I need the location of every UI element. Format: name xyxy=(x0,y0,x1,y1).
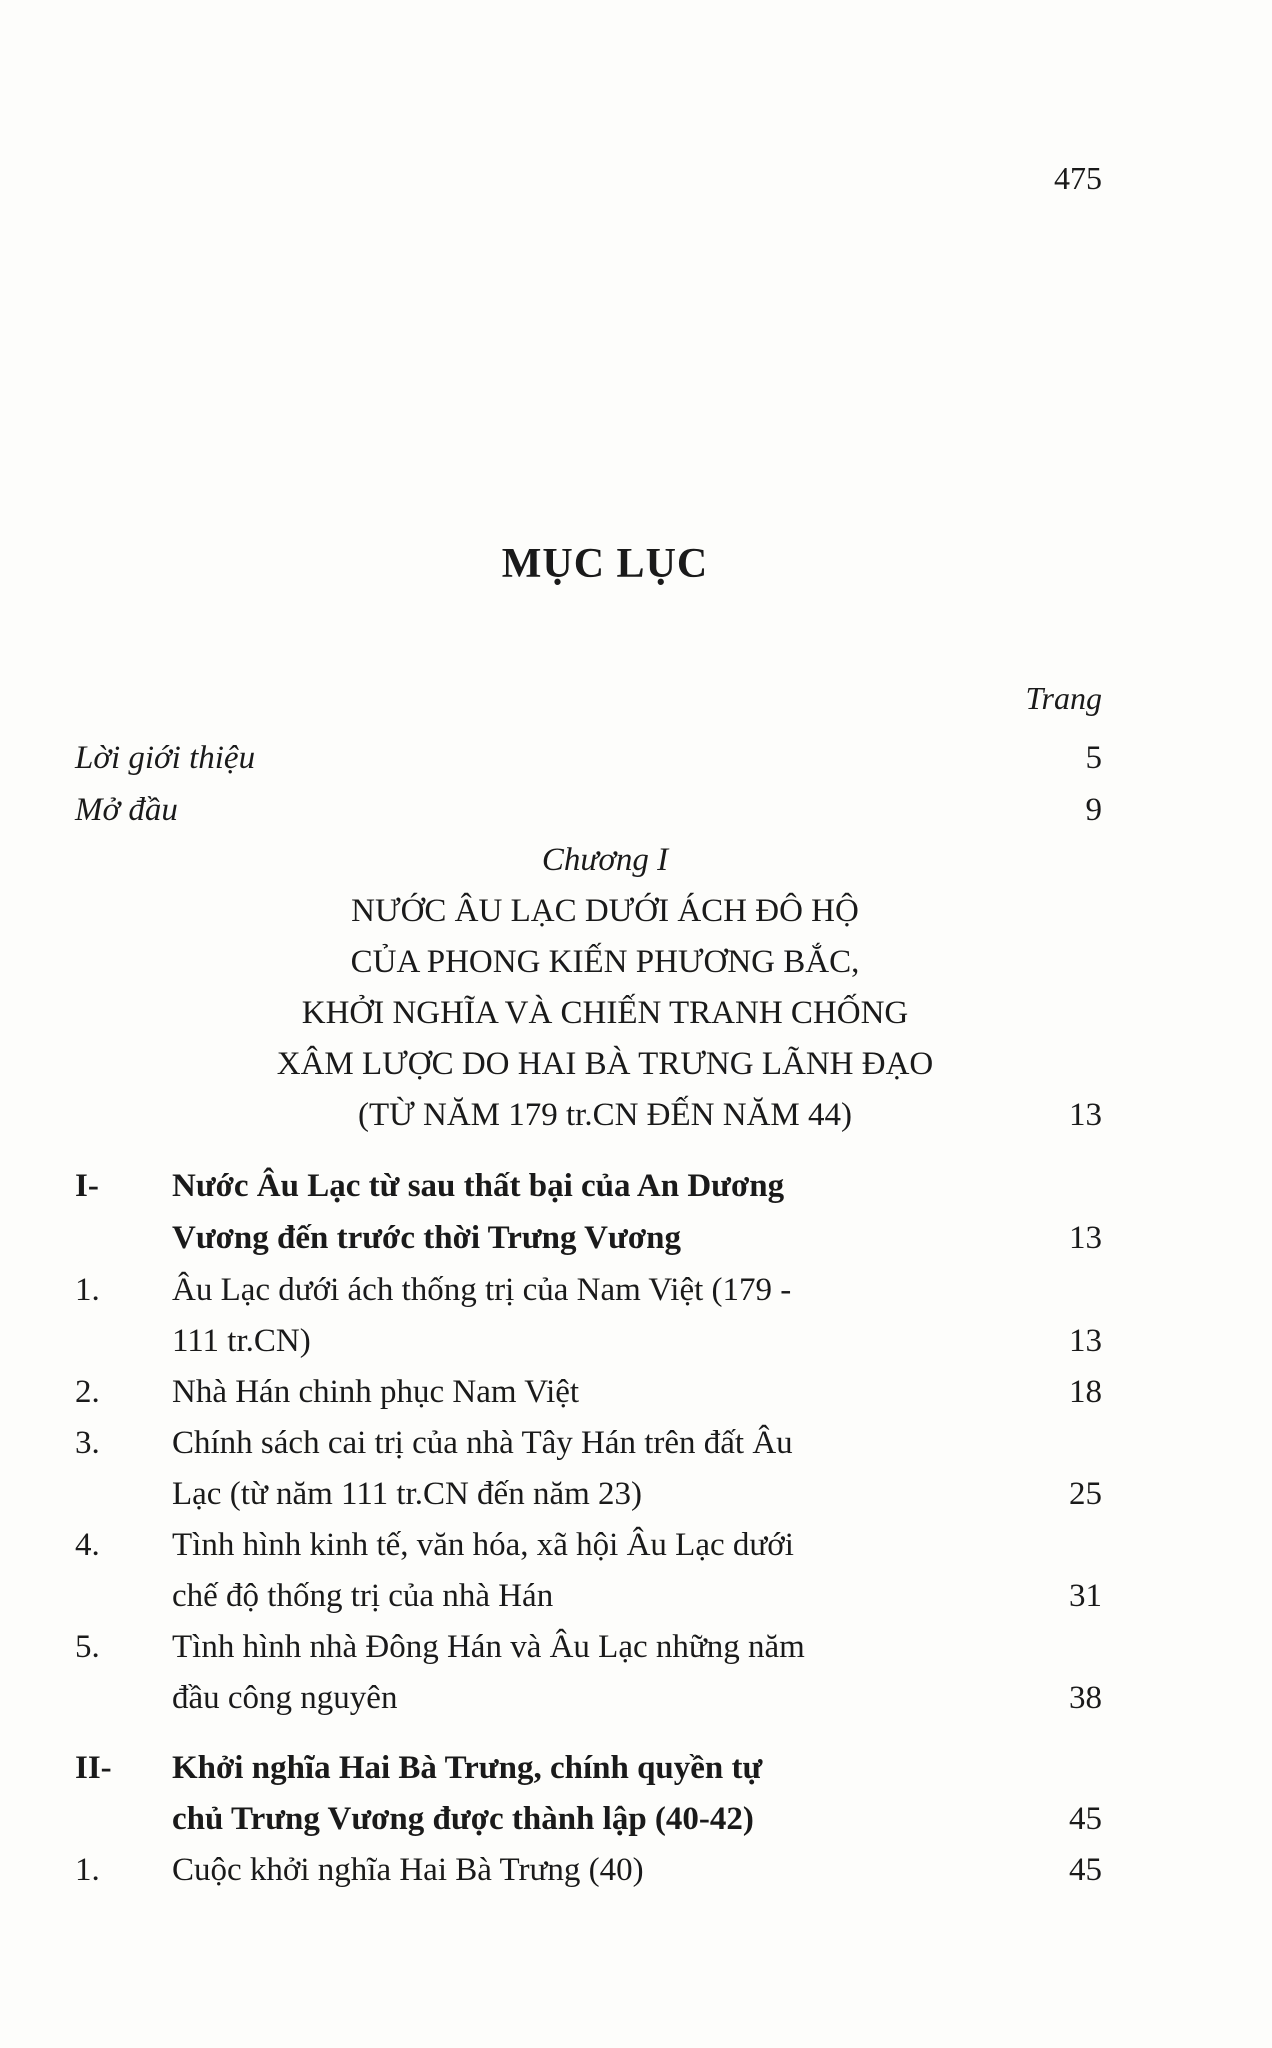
section-title-line: Vương đến trước thời Trưng Vương xyxy=(172,1220,681,1256)
chapter-page: 13 xyxy=(1069,1097,1102,1133)
item-text-line: Cuộc khởi nghĩa Hai Bà Trưng (40) xyxy=(172,1852,644,1888)
chapter-label: Chương I xyxy=(541,842,669,878)
item-page: 31 xyxy=(1069,1578,1102,1614)
item-page: 38 xyxy=(1069,1680,1102,1716)
item-text-line: Tình hình nhà Đông Hán và Âu Lạc những năm xyxy=(172,1629,805,1665)
item-text-line: Chính sách cai trị của nhà Tây Hán trên đất Âu xyxy=(172,1425,793,1461)
section-number: II- xyxy=(75,1750,112,1786)
chapter-title-line: NƯỚC ÂU LẠC DƯỚI ÁCH ĐÔ HỘ xyxy=(351,893,859,929)
section-title-line: chủ Trưng Vương được thành lập (40-42) xyxy=(172,1801,754,1837)
item-page: 45 xyxy=(1069,1852,1102,1888)
page-column-label: Trang xyxy=(1025,680,1102,716)
section-title-line: Nước Âu Lạc từ sau thất bại của An Dương xyxy=(172,1168,785,1204)
toc-entry-text: Lời giới thiệu xyxy=(75,740,256,776)
page-number: 475 xyxy=(1054,160,1102,196)
section-page: 13 xyxy=(1069,1220,1102,1256)
item-page: 18 xyxy=(1069,1374,1102,1410)
item-text-line: 111 tr.CN) xyxy=(172,1323,311,1359)
toc-entry-page: 5 xyxy=(1085,740,1102,776)
chapter-title-line: KHỞI NGHĨA VÀ CHIẾN TRANH CHỐNG xyxy=(301,995,909,1031)
item-number: 1. xyxy=(75,1272,100,1308)
item-number: 1. xyxy=(75,1852,100,1888)
chapter-title-line: CỦA PHONG KIẾN PHƯƠNG BẮC, xyxy=(350,944,860,980)
item-page: 25 xyxy=(1069,1476,1102,1512)
item-text-line: Tình hình kinh tế, văn hóa, xã hội Âu Lạc dưới xyxy=(172,1527,794,1563)
item-number: 4. xyxy=(75,1527,100,1563)
toc-entry-text: Mở đầu xyxy=(75,792,178,828)
toc-entry-page: 9 xyxy=(1085,792,1102,828)
item-number: 3. xyxy=(75,1425,100,1461)
item-text-line: chế độ thống trị của nhà Hán xyxy=(172,1578,554,1614)
section-title-line: Khởi nghĩa Hai Bà Trưng, chính quyền tự xyxy=(172,1750,763,1786)
item-text-line: Nhà Hán chinh phục Nam Việt xyxy=(172,1374,580,1410)
section-page: 45 xyxy=(1069,1801,1102,1837)
item-number: 2. xyxy=(75,1374,100,1410)
item-number: 5. xyxy=(75,1629,100,1665)
item-text-line: đầu công nguyên xyxy=(172,1680,398,1716)
chapter-title-line: (TỪ NĂM 179 tr.CN ĐẾN NĂM 44) xyxy=(357,1097,852,1133)
toc-title: MỤC LỤC xyxy=(501,541,709,587)
item-page: 13 xyxy=(1069,1323,1102,1359)
section-number: I- xyxy=(75,1168,99,1204)
chapter-title-line: XÂM LƯỢC DO HAI BÀ TRƯNG LÃNH ĐẠO xyxy=(276,1046,934,1082)
item-text-line: Lạc (từ năm 111 tr.CN đến năm 23) xyxy=(172,1476,642,1512)
item-text-line: Âu Lạc dưới ách thống trị của Nam Việt (179 - xyxy=(172,1272,792,1308)
